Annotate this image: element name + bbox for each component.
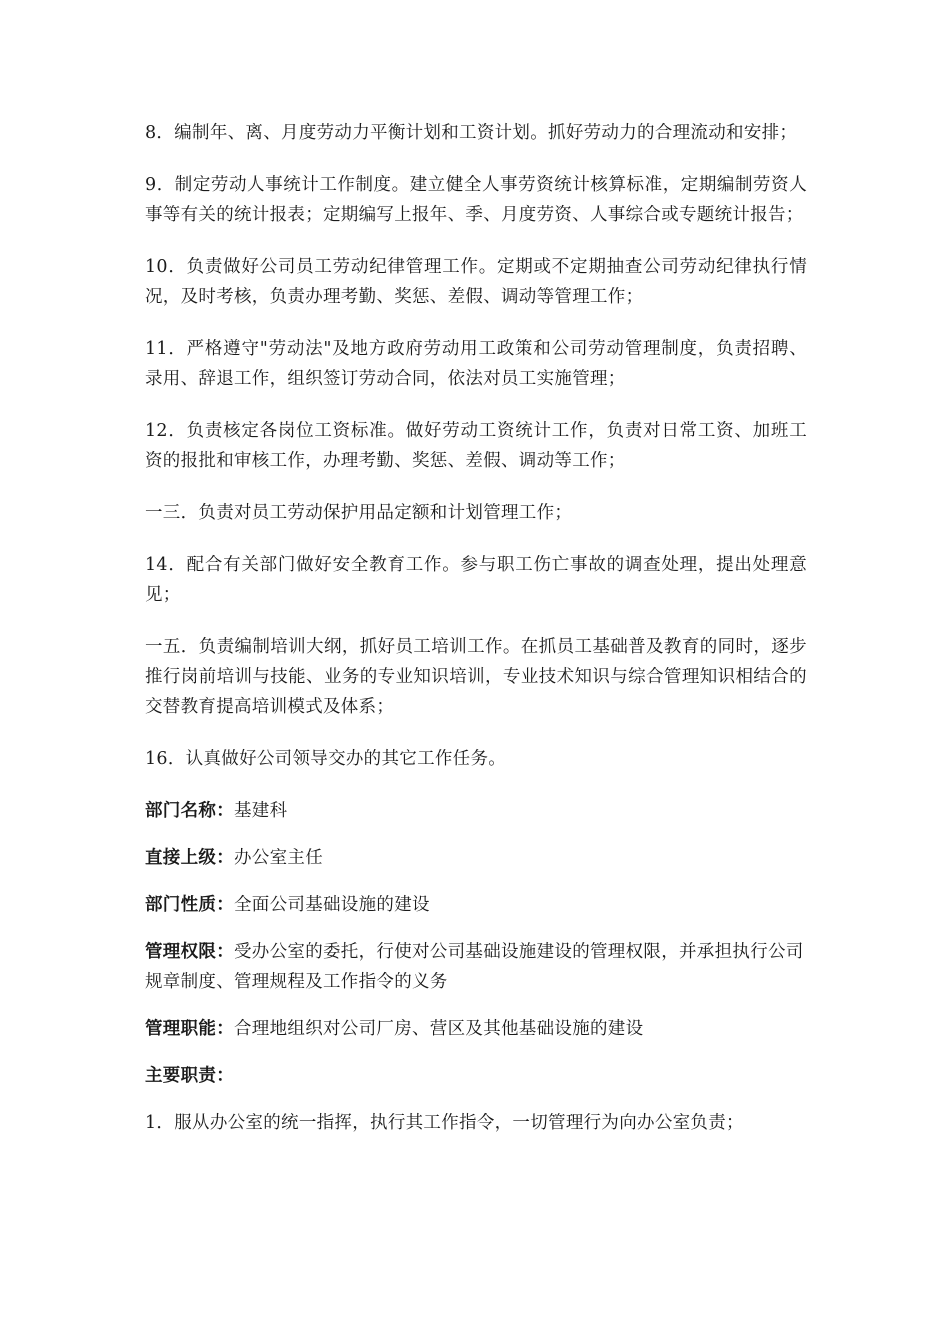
dept-nature-value: 全面公司基础设施的建设 — [234, 895, 430, 915]
dept-name-label: 部门名称： — [145, 801, 234, 821]
list-item: 9．制定劳动人事统计工作制度。建立健全人事劳资统计核算标准，定期编制劳资人事等有关的统计报表；定期编写上报年、季、月度劳资、人事综合或专题统计报告； — [145, 175, 807, 225]
dept-superior-field — [145, 843, 807, 873]
dept-nature-label: 部门性质： — [145, 895, 234, 915]
dept-authority-field — [145, 937, 807, 997]
list-item: 10．负责做好公司员工劳动纪律管理工作。定期或不定期抽查公司劳动纪律执行情况，及时考核，负责办理考勤、奖惩、差假、调动等管理工作； — [145, 257, 807, 307]
dept-name-field — [145, 796, 807, 826]
dept-nature-field — [145, 890, 807, 920]
list-item: 一五．负责编制培训大纲，抓好员工培训工作。在抓员工基础普及教育的同时，逐步推行岗前培训与技能、业务的专业知识培训，专业技术知识与综合管理知识相结合的交替教育提高培训模式及体系； — [145, 637, 807, 717]
list-item: 16．认真做好公司领导交办的其它工作任务。 — [145, 749, 507, 769]
list-item: 14．配合有关部门做好安全教育工作。参与职工伤亡事故的调查处理，提出处理意见； — [145, 555, 807, 605]
dept-function-field — [145, 1014, 807, 1044]
dept-function-value: 合理地组织对公司厂房、营区及其他基础设施的建设 — [234, 1019, 644, 1039]
dept-authority-label: 管理权限： — [145, 942, 234, 962]
list-item: 12．负责核定各岗位工资标准。做好劳动工资统计工作，负责对日常工资、加班工资的报批和审核工作，办理考勤、奖惩、差假、调动等工作； — [145, 421, 807, 471]
list-item: 一三．负责对员工劳动保护用品定额和计划管理工作； — [145, 503, 573, 523]
document-page — [145, 118, 807, 1160]
dept-function-label: 管理职能： — [145, 1019, 234, 1039]
list-item: 8．编制年、离、月度劳动力平衡计划和工资计划。抓好劳动力的合理流动和安排； — [145, 123, 798, 143]
duties-heading: 主要职责： — [145, 1066, 234, 1086]
list-item: 1．服从办公室的统一指挥，执行其工作指令，一切管理行为向办公室负责； — [145, 1113, 744, 1133]
dept-name-value: 基建科 — [234, 801, 288, 821]
dept-superior-label: 直接上级： — [145, 848, 234, 868]
dept-authority-value: 受办公室的委托，行使对公司基础设施建设的管理权限，并承担执行公司规章制度、管理规程及工作指令的义务 — [145, 942, 804, 992]
dept-superior-value: 办公室主任 — [234, 848, 323, 868]
list-item: 11．严格遵守"劳动法"及地方政府劳动用工政策和公司劳动管理制度，负责招聘、录用、辞退工作，组织签订劳动合同，依法对员工实施管理； — [145, 339, 807, 389]
